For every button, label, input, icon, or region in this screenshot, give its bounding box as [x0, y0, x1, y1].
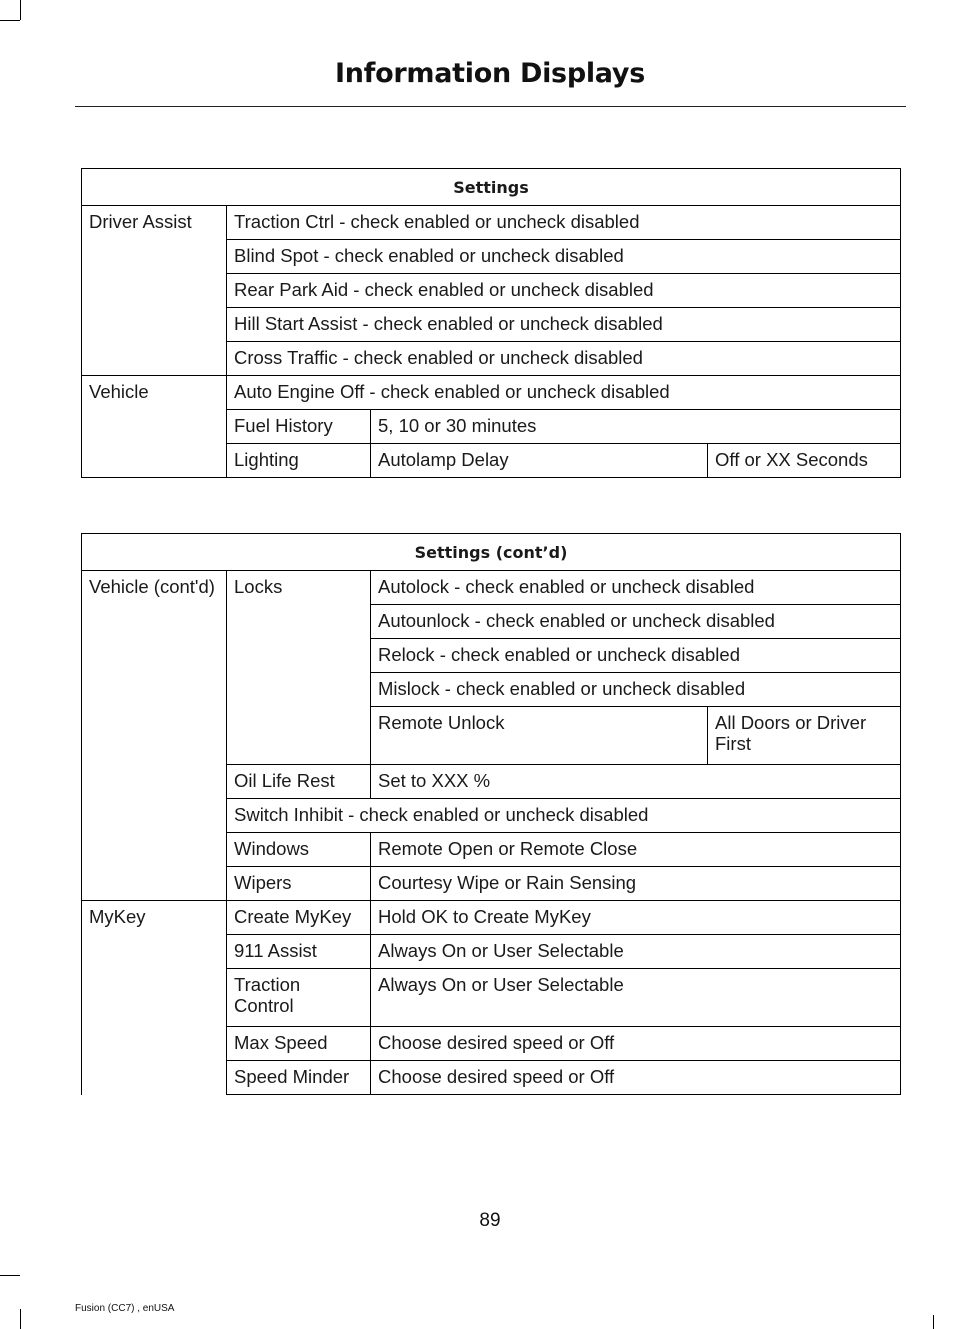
- setting-max-speed-value: Choose desired speed or Off: [371, 1027, 901, 1061]
- setting-auto-engine-off: Auto Engine Off - check enabled or uncheck disabled: [227, 376, 901, 410]
- table-heading: Settings: [82, 169, 901, 206]
- settings-table: [81, 168, 901, 478]
- setting-hill-start-assist: Hill Start Assist - check enabled or uncheck disabled: [227, 308, 901, 342]
- settings-contd-table: [81, 533, 901, 1095]
- setting-create-mykey-value: Hold OK to Create MyKey: [371, 901, 901, 935]
- setting-relock: Relock - check enabled or uncheck disabled: [371, 639, 901, 673]
- category-vehicle: Vehicle: [82, 376, 227, 478]
- page-number: 89: [479, 1210, 501, 1231]
- setting-switch-inhibit: Switch Inhibit - check enabled or uncheck disabled: [227, 799, 901, 833]
- setting-blind-spot: Blind Spot - check enabled or uncheck disabled: [227, 240, 901, 274]
- setting-windows-value: Remote Open or Remote Close: [371, 833, 901, 867]
- setting-remote-unlock-value: All Doors or Driver First: [708, 707, 901, 765]
- setting-oil-life: Oil Life Rest: [227, 765, 371, 799]
- setting-remote-unlock: Remote Unlock: [371, 707, 708, 765]
- setting-911-assist-value: Always On or User Selectable: [371, 935, 901, 969]
- category-mykey: MyKey: [82, 901, 227, 1095]
- setting-speed-minder-value: Choose desired speed or Off: [371, 1061, 901, 1095]
- crop-mark: [0, 1275, 20, 1276]
- setting-windows: Windows: [227, 833, 371, 867]
- setting-max-speed: Max Speed: [227, 1027, 371, 1061]
- setting-mislock: Mislock - check enabled or uncheck disabled: [371, 673, 901, 707]
- crop-mark: [20, 1309, 21, 1329]
- crop-mark: [933, 1315, 934, 1329]
- setting-autolamp-delay: Autolamp Delay: [371, 444, 708, 478]
- setting-traction-ctrl: Traction Ctrl - check enabled or uncheck disabled: [227, 206, 901, 240]
- setting-traction-control: Traction Control: [227, 969, 371, 1027]
- setting-create-mykey: Create MyKey: [227, 901, 371, 935]
- setting-traction-control-value: Always On or User Selectable: [371, 969, 901, 1027]
- setting-fuel-history-value: 5, 10 or 30 minutes: [371, 410, 901, 444]
- setting-lighting: Lighting: [227, 444, 371, 478]
- setting-speed-minder: Speed Minder: [227, 1061, 371, 1095]
- setting-autolamp-delay-value: Off or XX Seconds: [708, 444, 901, 478]
- footer-model-info: Fusion (CC7) , enUSA: [75, 1303, 175, 1314]
- setting-locks: Locks: [227, 571, 371, 765]
- category-driver-assist: Driver Assist: [82, 206, 227, 376]
- category-vehicle-contd: Vehicle (cont'd): [82, 571, 227, 901]
- setting-oil-life-value: Set to XXX %: [371, 765, 901, 799]
- setting-autolock: Autolock - check enabled or uncheck disabled: [371, 571, 901, 605]
- setting-wipers: Wipers: [227, 867, 371, 901]
- crop-mark: [0, 20, 20, 21]
- setting-autounlock: Autounlock - check enabled or uncheck disabled: [371, 605, 901, 639]
- title-divider: [75, 106, 906, 107]
- setting-wipers-value: Courtesy Wipe or Rain Sensing: [371, 867, 901, 901]
- setting-fuel-history: Fuel History: [227, 410, 371, 444]
- setting-cross-traffic: Cross Traffic - check enabled or uncheck disabled: [227, 342, 901, 376]
- setting-rear-park-aid: Rear Park Aid - check enabled or uncheck disabled: [227, 274, 901, 308]
- table-heading: Settings (cont’d): [82, 534, 901, 571]
- page-title: Information Displays: [335, 58, 645, 89]
- setting-911-assist: 911 Assist: [227, 935, 371, 969]
- crop-mark: [20, 0, 21, 20]
